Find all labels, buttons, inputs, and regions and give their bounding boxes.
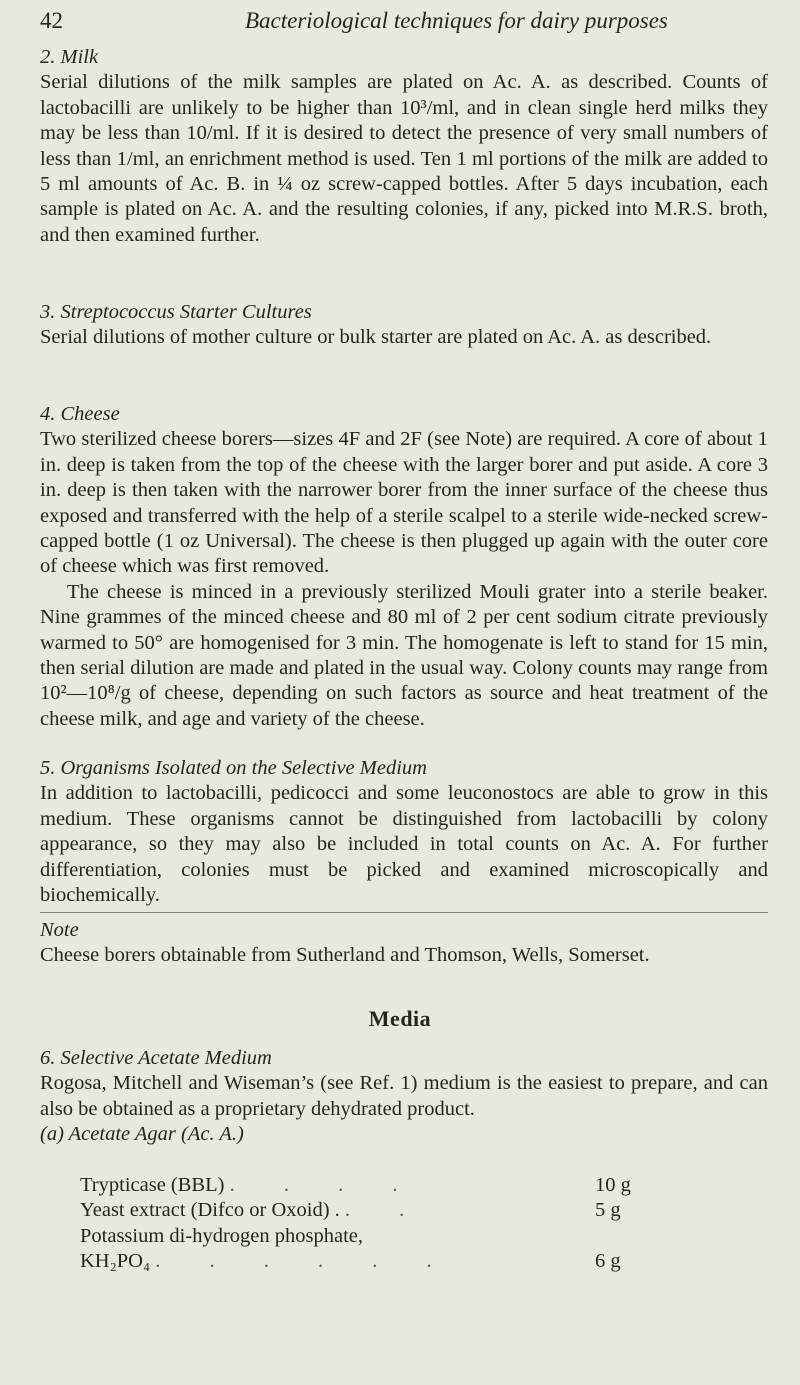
ingredient-name: Trypticase (BBL) [80, 1174, 225, 1196]
section-paragraph: In addition to lactobacilli, pedicocci and some leuconostocs are able to grow in this medium. These organisms cannot be distinguished from lactobacilli by colony appearance, so they may also be included in total counts on Ac. A. For further differentiation, colonies must be picked and examined microscopically and biochemically. [40, 782, 768, 907]
section-cheese [40, 402, 768, 732]
section-heading: 2. Milk [40, 46, 99, 68]
section-media [40, 1046, 768, 1148]
media-heading: Media [368, 1006, 432, 1031]
section-heading: 5. Organisms Isolated on the Selective Medium [40, 757, 427, 779]
section-heading: 3. Streptococcus Starter Cultures [40, 301, 312, 323]
ingredient-name: Potassium di-hydrogen phosphate, [80, 1224, 363, 1247]
note-text: Cheese borers obtainable from Sutherland and Thomson, Wells, Somerset. [40, 944, 650, 967]
section-paragraph: The cheese is minced in a previously sterilized Mouli grater into a sterile beaker. Nine grammes of the minced cheese and 80 ml of 2 per cent sodium citrate previously warmed to 50° are homogenised for 3 min. The homogenate is left to stand for 15 min, then serial dilution are made and plated in the usual way. Colony counts may range from 10²—10⁸/g of cheese, depending on such factors as source and heat treatment of the cheese milk, and age and variety of the cheese. [40, 580, 768, 730]
dot-leader: . . . . [229, 1174, 420, 1196]
section-heading: 4. Cheese [40, 403, 120, 425]
section-streptococcus [40, 300, 768, 351]
section-paragraph: Rogosa, Mitchell and Wiseman’s (see Ref. 1) medium is the easiest to prepare, and can also be obtained as a proprietary dehydrated product. [40, 1072, 768, 1120]
section-heading: 6. Selective Acetate Medium [40, 1047, 272, 1069]
dot-leader: . . . . . . [155, 1250, 454, 1273]
note-heading: Note [40, 919, 79, 941]
section-milk [40, 45, 768, 248]
section-note [40, 918, 768, 969]
ingredient-amount: 6 g [595, 1250, 621, 1273]
recipe-heading: (a) Acetate Agar (Ac. A.) [40, 1123, 244, 1146]
ingredient-name: Yeast extract (Difco or Oxoid) . [80, 1199, 340, 1222]
section-paragraph: Serial dilutions of the milk samples are plated on Ac. A. as described. Counts of lactobacilli are unlikely to be higher than 10³/ml, and in clean single herd milks they may be less than 10/ml. If it is desired to detect the presence of very small numbers of less than 1/ml, an enrichment method is used. Ten 1 ml portions of the milk are added to 5 ml amounts of Ac. B. in ¼ oz screw-capped bottles. After 5 days incubation, each sample is plated on Ac. A. and the resulting colonies, if any, picked into M.R.S. broth, and then examined further. [40, 71, 768, 246]
recipe-row [80, 1224, 660, 1249]
running-title: Bacteriological techniques for dairy purposes [245, 8, 668, 33]
recipe-row [80, 1173, 660, 1198]
section-organisms [40, 756, 768, 908]
dot-leader: . . [344, 1199, 427, 1222]
section-paragraph: Serial dilutions of mother culture or bulk starter are plated on Ac. A. as described. [40, 326, 712, 349]
recipe-row [80, 1249, 660, 1274]
page-number: 42 [40, 8, 63, 33]
section-divider [40, 912, 768, 913]
ingredient-amount: 5 g [595, 1199, 621, 1222]
ingredient-amount: 10 g [595, 1174, 631, 1196]
section-paragraph: Two sterilized cheese borers—sizes 4F and 2F (see Note) are required. A core of about 1 in. deep is taken from the top of the cheese with the larger borer and put aside. A core 3 in. deep is then taken with the narrower borer from the inner surface of the cheese thus exposed and transferred with the help of a sterile scalpel to a sterile wide-necked screw-capped bottle (1 oz Universal). The cheese is then plugged up again with the outer core of cheese which was first removed. [40, 428, 768, 578]
recipe-row [80, 1198, 660, 1223]
ingredient-name: KH₂PO₄ [80, 1250, 151, 1273]
page-header [40, 2, 770, 40]
recipe-table [80, 1173, 660, 1275]
